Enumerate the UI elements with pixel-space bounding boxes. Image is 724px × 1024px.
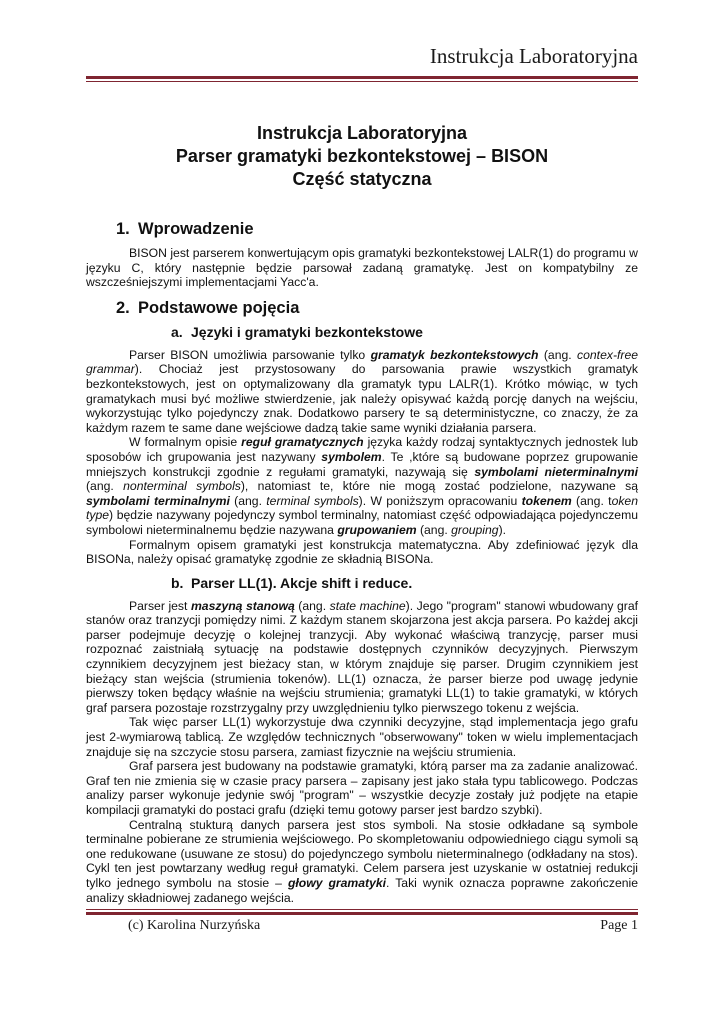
section-2-title: Podstawowe pojęcia	[138, 298, 300, 317]
footer-author: (c) Karolina Nurzyńska	[128, 918, 261, 933]
term-token: tokenem	[521, 493, 572, 508]
p2-text-2: ). Chociaż jest przystosowany do parsowania prawie wszystkich gramatyk bezkontekstowych, jest on optymalizowany dla gramatyk typu LALR(1). Krótko mówiąc, w tych gramatykach musi być możliwe stwierdzenie, jak należy opisywać każdą porcję danych na wejściu, wykorzystując tylko pojedynczy znak. Dodatkowo parsery te są deterministyczne, co znaczy, że za każdym razem te same dane wejściowe dadzą takie same wyniki działania parsera.	[86, 362, 638, 435]
p3-italic-4: grouping	[451, 522, 499, 537]
section-2a-number: a.	[171, 323, 183, 340]
p7-text: Graf parsera jest budowany na podstawie gramatyki, którą parser ma za zadanie analizować. Graf ten nie zmienia się w czasie pracy parsera – zapisany jest jako stała typu tablicowego. Podczas analizy parser wykonuje jedynie swój "program" – wszystkie decyzje zostały już podjęte na etapie kompilacji gramatyki do postaci grafu (dzięki temu gotowy parser jest bardzo szybki).	[86, 759, 638, 817]
term-cfg: gramatyk bezkontekstowych	[370, 347, 539, 362]
paragraph-state-machine	[86, 599, 638, 716]
term-grouping: grupowaniem	[337, 522, 417, 537]
doc-title-line1: Instrukcja Laboratoryjna	[256, 123, 468, 143]
paragraph-graph	[86, 759, 638, 817]
p8-text-0: Centralną stukturą danych parsera jest stos symboli. Na stosie odkładane są symbole terminalne pobierane ze strumienia wejściowego. Po skompletowaniu odpowiedniego ciągu symoli są one redukowane (usuwane ze stosu) do pojedynczego symbolu nieterminalnego (odkładany na stos). Cykl ten jest powtarzany według reguł gramatyki. Celem parsera jest uzyskanie w ostatniej redukcji tylko jednego symbolu na stosie –	[86, 817, 638, 890]
section-1-number: 1.	[116, 220, 130, 238]
paragraph-formal	[86, 538, 638, 567]
term-grammar-rules: reguł gramatycznych	[241, 435, 364, 450]
p3-text-6: ). W poniższym opracowaniu	[358, 493, 522, 508]
p3-text-0: W formalnym opisie	[129, 435, 242, 450]
section-2a-heading	[86, 324, 638, 340]
term-state-machine: maszyną stanową	[190, 598, 295, 613]
header-rule-thin	[86, 81, 638, 82]
footer-page-number: Page 1	[600, 918, 638, 933]
p3-text-3: (ang.	[86, 479, 124, 494]
paragraph-cfg	[86, 348, 638, 436]
paragraph-symbols	[86, 435, 638, 537]
p3-text-2: . Te ,które są budowane poprzez grupowanie mniejszych konstrukcji zgodnie z regułami gramatyki, nazywają się	[86, 449, 638, 479]
term-grammar-head: głowy gramatyki	[287, 875, 387, 890]
p3-text-4: ), natomiast te, które nie mogą zostać podzielone, nazywane są	[240, 479, 638, 494]
p5-text-2: ). Jego "program" stanowi wbudowany graf stanów oraz tranzycji pomiędzy nimi. Z każdym stanem skojarzona jest akcja parsera. Po każdej akcji parser podejmuje decyzję o kolejnej tranzycji. Aby wykonać właściwą tranzycję, parser musi rozpoznać zaistniałą sytuację na podstawie dostępnych czynników decyzyjnych. Pierwszym czynnikiem decyzyjnem jest bieżacy stan, w którym znajduje się parser. Drugim czynnikiem jest bieżący stan wejścia (strumienia tokenów). LL(1) oznacza, że parser bierze pod uwagę jedynie pierwszy token będący właśnie na wejściu strumienia; gramatyki LL(1) to takie gramatyki, w których graf parsera pozostaje rozstrzygalny przy uwzględnieniu tylko pierwszego tokenu z wejścia.	[86, 598, 638, 715]
paragraph-ll1-table	[86, 715, 638, 759]
p2-text-1: (ang.	[538, 347, 578, 362]
p2-italic-1: contex-free grammar	[86, 347, 638, 377]
section-2b-heading	[86, 575, 638, 591]
paragraph-stack	[86, 818, 638, 906]
p3-text-10: ).	[498, 522, 507, 537]
p2-text-0: Parser BISON umożliwia parsowanie tylko	[129, 347, 371, 362]
p3-italic-2: terminal symbols	[266, 493, 359, 508]
p3-text-7: (ang. t	[571, 493, 612, 508]
section-2b-number: b.	[171, 574, 184, 591]
footer-rule-thick	[86, 912, 638, 915]
doc-title-line3: Część statyczna	[292, 169, 432, 189]
p4-text: Formalnym opisem gramatyki jest konstrukcja matematyczna. Aby zdefiniować język dla BISONa, należy opisać gramatykę zgodnie ze składnią BISONa.	[86, 537, 638, 567]
paragraph-intro	[86, 246, 638, 290]
header-rule-thick	[86, 76, 638, 79]
p1-text: BISON jest parserem konwertującym opis gramatyki bezkontekstowej LALR(1) do programu w języku C, który następnie będzie parsował zadaną gramatykę. Jest on kompatybilny ze wszcześniejszymi implementacjami Yacc'a.	[86, 246, 638, 290]
p3-italic-3: oken type	[86, 493, 638, 523]
section-1-title: Wprowadzenie	[138, 220, 254, 238]
p3-text-8: ) będzie nazywany pojedynczy symbol terminalny, natomiast część odpowiadająca pojedynczemu symbolowi nieterminalnemu będzie nazywana	[86, 508, 638, 537]
doc-title-line2: Parser gramatyki bezkontekstowej – BISON	[175, 146, 549, 166]
p3-text-5: (ang.	[229, 493, 267, 508]
header-title: Instrukcja Laboratoryjna	[429, 44, 638, 68]
p3-text-9: (ang.	[416, 522, 452, 537]
section-2-heading	[86, 299, 638, 318]
p5-text-0: Parser jest	[129, 598, 191, 613]
p3-text-1: języka każdy rodzaj syntaktycznych jednostek lub sposobów ich grupowania jest nazywany	[86, 435, 639, 464]
p5-text-1: (ang.	[294, 598, 330, 613]
section-2b-title: Parser LL(1). Akcje shift i reduce.	[191, 574, 413, 591]
section-2-number: 2.	[116, 298, 130, 317]
section-1-heading	[86, 220, 638, 239]
section-2a-title: Języki i gramatyki bezkontekstowe	[191, 323, 423, 340]
footer-rule-thin	[86, 909, 638, 910]
p3-italic-1: nonterminal symbols	[123, 479, 241, 494]
term-terminal: symbolami terminalnymi	[86, 493, 230, 508]
p8-text-1: . Taki wynik oznacza poprawne zakończenie analizy składniowej zadanego wejścia.	[86, 875, 638, 905]
p6-text: Tak więc parser LL(1) wykorzystuje dwa czynniki decyzyjne, stąd implementacja jego grafu jest 2-wymiarową tablicą. Ze względów technicznych "obserwowany" token w wielu implementacjach znajduje się na szczycie stosu parsera, zamiast fizycznie na wejściu strumienia.	[86, 715, 638, 759]
document-body	[86, 122, 638, 905]
term-symbol: symbolem	[321, 449, 382, 464]
p5-italic-1: state machine	[329, 598, 406, 613]
term-nonterminal: symbolami nieterminalnymi	[474, 464, 638, 479]
